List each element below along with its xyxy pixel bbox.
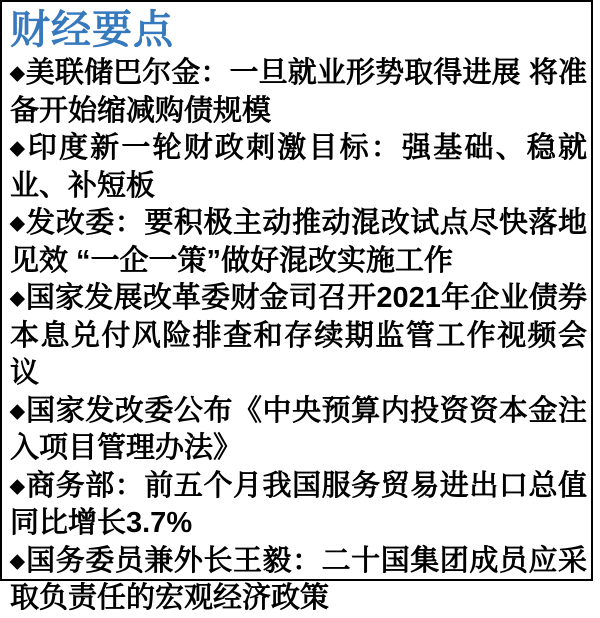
bullet-diamond-icon: ◆ <box>10 213 25 234</box>
news-item-text: 国务委员兼外长王毅：二十国集团成员应采取负责任的宏观经济政策 <box>10 544 587 614</box>
news-item <box>10 205 587 280</box>
news-item <box>10 55 587 130</box>
news-item-text: 国家发改委公布《中央预算内投资资本金注入项目管理办法》 <box>10 394 587 464</box>
news-item-text: 印度新一轮财政刺激目标：强基础、稳就业、补短板 <box>10 132 587 202</box>
news-item-text: 国家发展改革委财金司召开2021年企业债券本息兑付风险排查和存续期监管工作视频会议 <box>10 282 587 389</box>
news-item <box>10 393 587 468</box>
bullet-diamond-icon: ◆ <box>10 138 25 159</box>
news-item-text: 商务部：前五个月我国服务贸易进出口总值同比增长3.7% <box>10 469 587 539</box>
news-item <box>10 543 587 618</box>
bullet-diamond-icon: ◆ <box>10 288 25 309</box>
news-list <box>10 55 587 618</box>
news-item-text: 美联储巴尔金：一旦就业形势取得进展 将准备开始缩减购债规模 <box>10 57 587 127</box>
bullet-diamond-icon: ◆ <box>10 400 25 422</box>
bullet-diamond-icon: ◆ <box>10 475 25 497</box>
news-item <box>10 280 587 393</box>
page-title: 财经要点 <box>10 8 174 52</box>
bullet-diamond-icon: ◆ <box>10 550 25 572</box>
news-item-text: 发改委：要积极主动推动混改试点尽快落地见效 “一企一策”做好混改实施工作 <box>10 207 587 277</box>
news-item <box>10 130 587 205</box>
news-item <box>10 468 587 543</box>
bullet-diamond-icon: ◆ <box>10 63 25 84</box>
